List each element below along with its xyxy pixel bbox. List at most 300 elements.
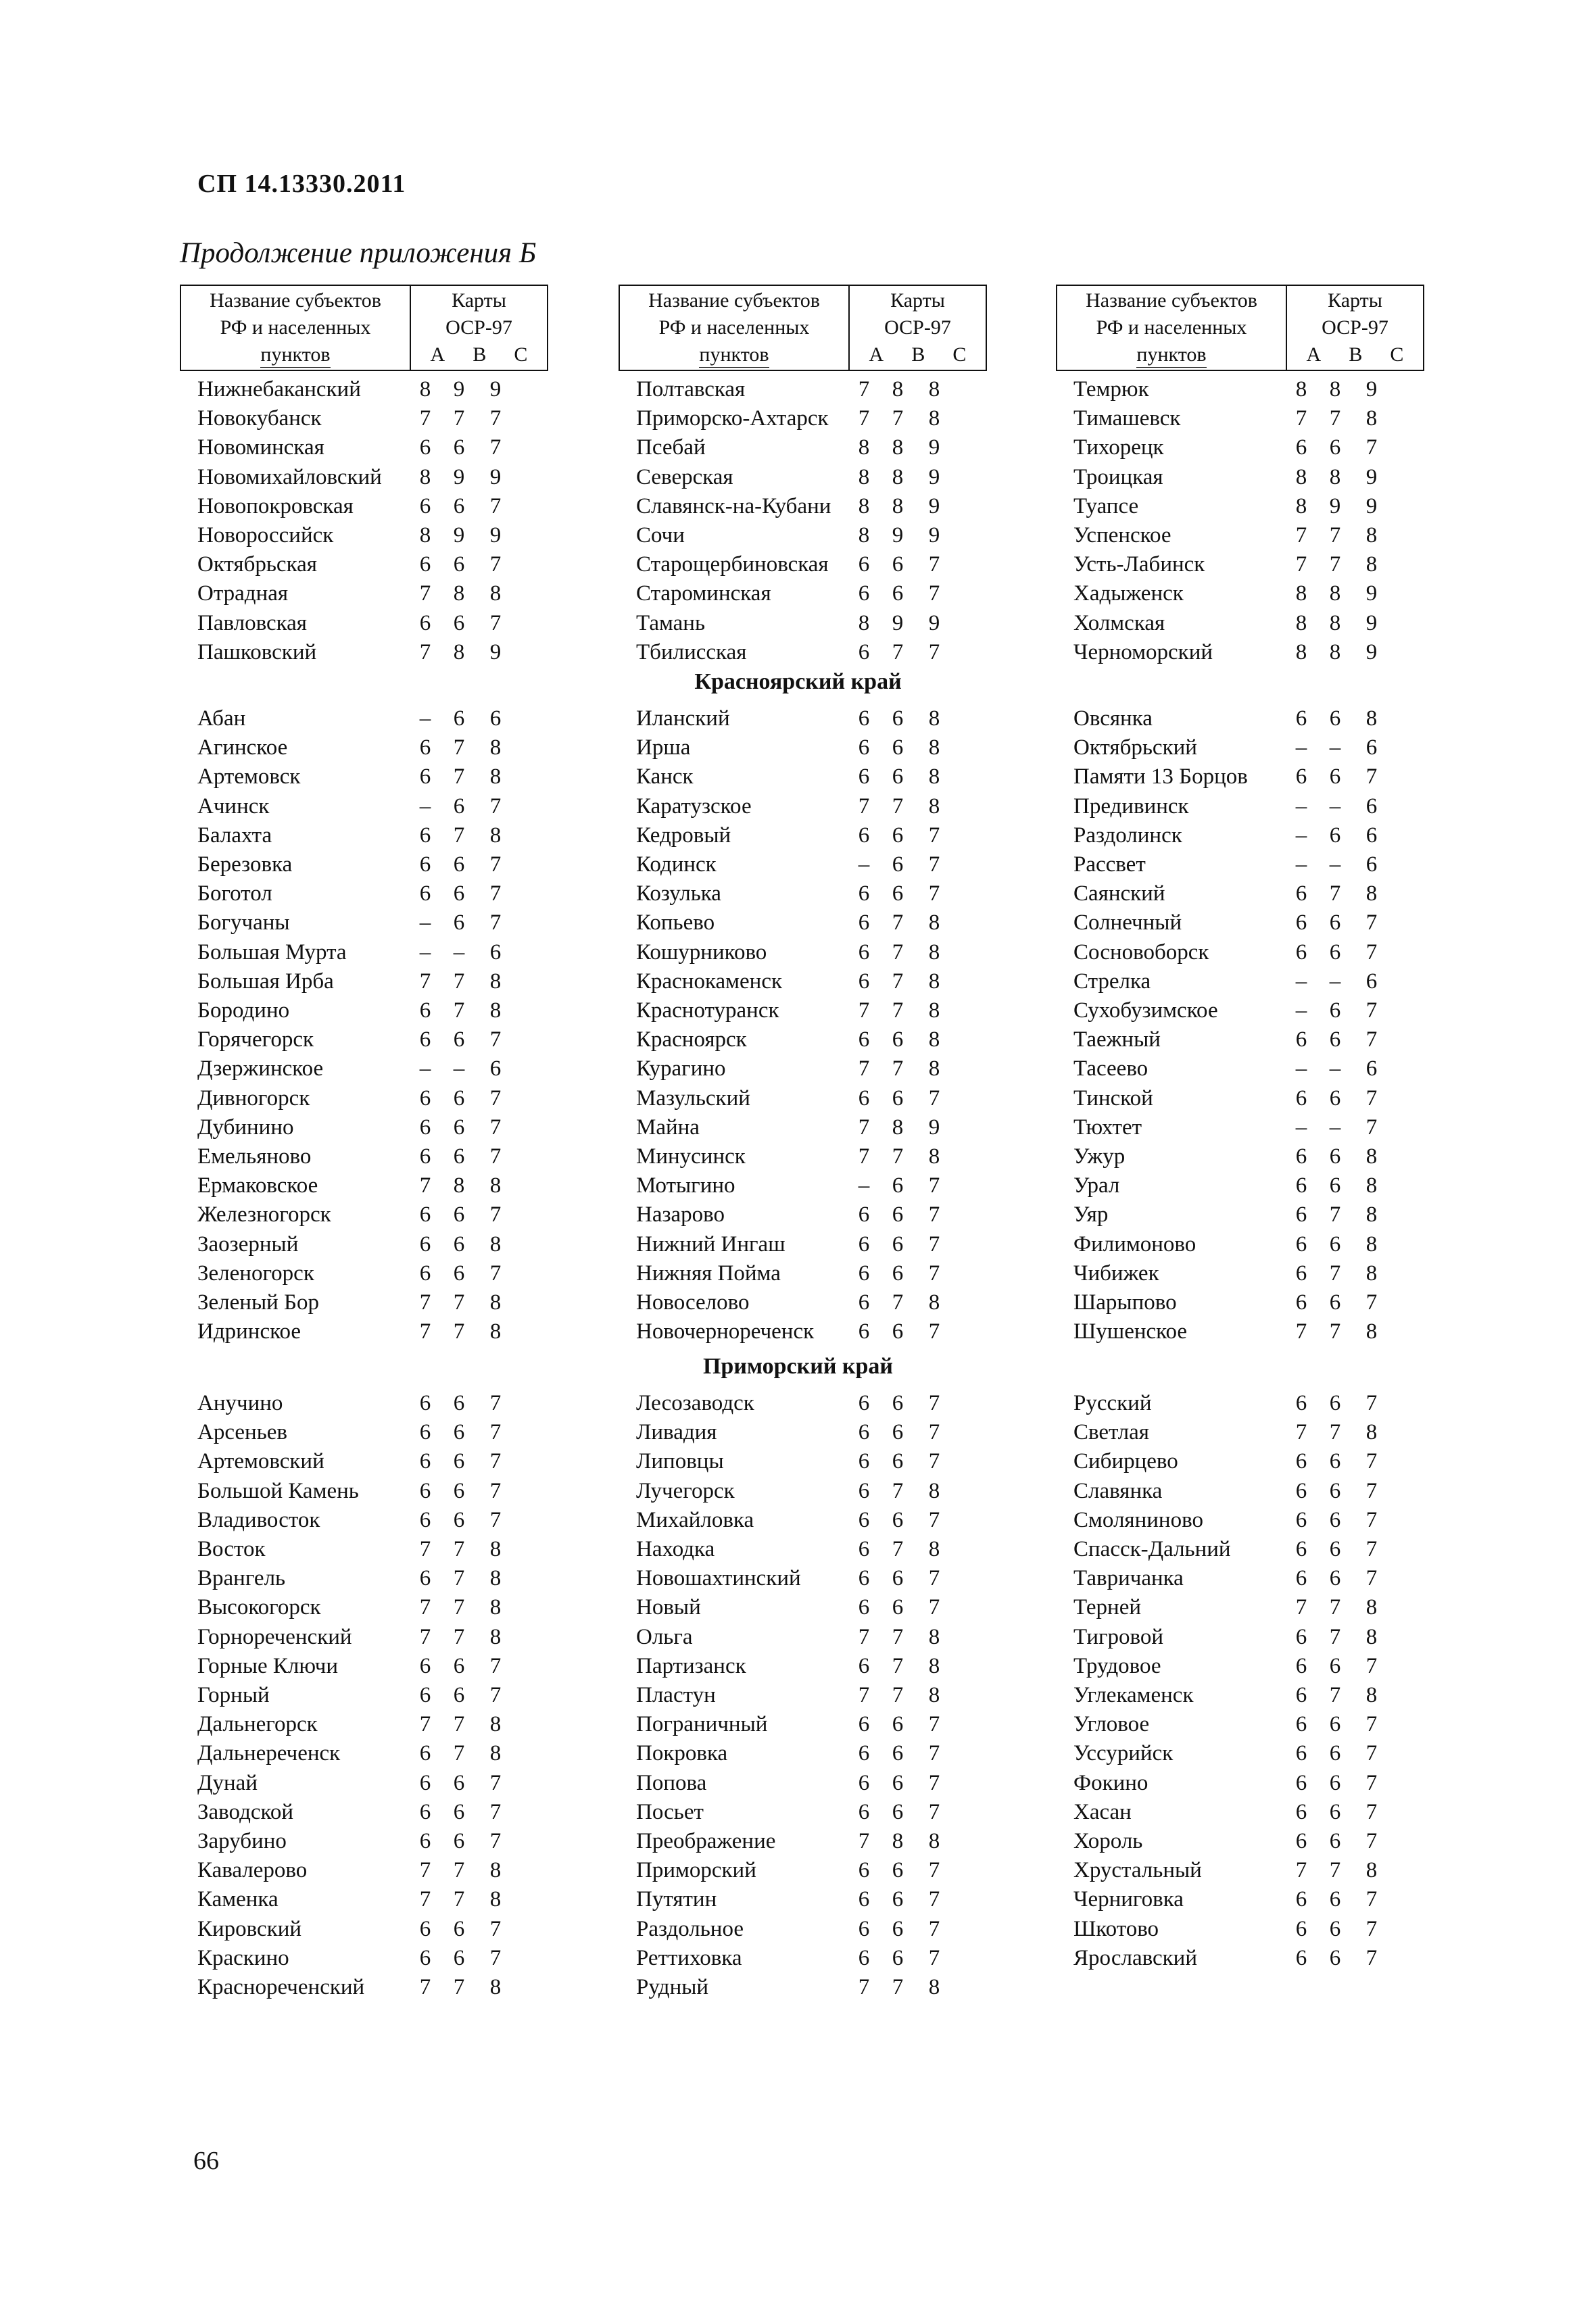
settlement-name: Минусинск (636, 1144, 746, 1169)
intensity-c: 7 (489, 610, 502, 635)
settlement-name: Высокогорск (197, 1595, 321, 1620)
settlement-name: Таежный (1073, 1027, 1161, 1052)
intensity-a: 6 (419, 1945, 431, 1970)
intensity-b: 7 (892, 1975, 904, 1999)
settlement-name: Емельяново (197, 1144, 312, 1169)
intensity-c: 8 (928, 1290, 940, 1315)
intensity-c: 7 (928, 552, 940, 577)
intensity-c: 8 (489, 998, 502, 1023)
intensity-c: 7 (928, 1232, 940, 1257)
intensity-b: 6 (1329, 1232, 1341, 1257)
intensity-b: 6 (453, 1945, 465, 1970)
intensity-c: 8 (928, 969, 940, 994)
settlement-name: Уяр (1073, 1202, 1109, 1227)
table-row (180, 1623, 548, 1652)
table-row (1056, 1593, 1424, 1622)
intensity-c: 8 (928, 1144, 940, 1169)
intensity-b: 6 (892, 1887, 904, 1912)
intensity-b: 8 (1329, 464, 1341, 489)
intensity-c: 7 (1365, 1027, 1378, 1052)
intensity-b: 6 (892, 1799, 904, 1824)
settlement-name: Михайловка (636, 1507, 754, 1532)
table-row (619, 1230, 987, 1259)
intensity-b: 6 (1329, 1507, 1341, 1532)
table-row (619, 1827, 987, 1856)
intensity-c: 9 (928, 464, 940, 489)
intensity-a: 7 (858, 406, 870, 431)
settlement-name: Лесозаводск (636, 1391, 754, 1415)
intensity-b: 6 (453, 1799, 465, 1824)
header-abc (850, 341, 986, 368)
intensity-c: 7 (928, 1887, 940, 1912)
intensity-a: 6 (1295, 1202, 1307, 1227)
settlement-name: Находка (636, 1537, 715, 1561)
intensity-c: 7 (489, 1478, 502, 1503)
intensity-a: 6 (858, 1391, 870, 1415)
table-row (619, 792, 987, 821)
intensity-a: 7 (419, 1319, 431, 1344)
intensity-a: 6 (858, 552, 870, 577)
intensity-a: 6 (858, 764, 870, 789)
intensity-c: 9 (1365, 639, 1378, 664)
intensity-b: 6 (453, 852, 465, 877)
intensity-b: 7 (1329, 1595, 1341, 1620)
table-row (619, 1113, 987, 1142)
table-row (180, 1564, 548, 1593)
intensity-c: 8 (928, 764, 940, 789)
table-row (180, 638, 548, 667)
settlement-name: Раздольное (636, 1916, 744, 1941)
intensity-c: 7 (1365, 1770, 1378, 1795)
intensity-a: 6 (858, 969, 870, 994)
intensity-a: 6 (419, 610, 431, 635)
intensity-a: 6 (1295, 1261, 1307, 1286)
intensity-c: 6 (1365, 735, 1378, 760)
header-map-letter: A (869, 343, 884, 366)
settlement-name: Пограничный (636, 1712, 768, 1737)
intensity-b: 6 (892, 706, 904, 731)
settlement-name: Рудный (636, 1975, 709, 1999)
intensity-b: 7 (892, 940, 904, 965)
table-row (1056, 1506, 1424, 1535)
intensity-b: 6 (453, 1653, 465, 1678)
intensity-c: 9 (1365, 464, 1378, 489)
settlement-name: Спасск-Дальний (1073, 1537, 1231, 1561)
intensity-a: 6 (858, 1770, 870, 1795)
table-row (619, 609, 987, 638)
intensity-a: 6 (858, 1027, 870, 1052)
table-row (180, 1171, 548, 1200)
intensity-a: 6 (419, 1799, 431, 1824)
intensity-a: 6 (419, 823, 431, 848)
intensity-a: 6 (858, 1261, 870, 1286)
header-maps-line: ОСР-97 (1322, 316, 1388, 339)
table-row (1056, 1230, 1424, 1259)
table-row (180, 1259, 548, 1288)
intensity-b: 9 (453, 523, 465, 547)
intensity-b: – (1329, 852, 1341, 877)
intensity-c: 7 (928, 1566, 940, 1591)
intensity-c: 7 (489, 1027, 502, 1052)
intensity-a: 6 (1295, 1916, 1307, 1941)
intensity-a: 6 (1295, 1712, 1307, 1737)
table-row (1056, 1317, 1424, 1346)
intensity-c: 7 (489, 1770, 502, 1795)
settlement-name: Сочи (636, 523, 685, 547)
table-row (1056, 579, 1424, 608)
table-row (619, 579, 987, 608)
header-name-line: РФ и населенных (1096, 316, 1247, 339)
header-name-line: Название субъектов (1086, 289, 1257, 312)
table-row (180, 850, 548, 879)
table-row (1056, 1477, 1424, 1506)
intensity-b: 7 (1329, 1683, 1341, 1707)
intensity-c: 7 (489, 1086, 502, 1111)
settlement-name: Краснокаменск (636, 969, 783, 994)
intensity-b: 8 (1329, 581, 1341, 606)
appendix-subtitle: Продолжение приложения Б (180, 237, 537, 269)
intensity-b: 8 (1329, 610, 1341, 635)
intensity-c: 8 (1365, 523, 1378, 547)
table-row (619, 1769, 987, 1798)
settlement-name: Ачинск (197, 794, 270, 819)
intensity-a: 6 (419, 1653, 431, 1678)
settlement-name: Урал (1073, 1173, 1120, 1198)
table-row (1056, 908, 1424, 937)
settlement-name: Тамань (636, 610, 705, 635)
intensity-a: 6 (858, 1449, 870, 1474)
intensity-b: 6 (892, 1261, 904, 1286)
intensity-a: – (858, 1173, 870, 1198)
settlement-name: Русский (1073, 1391, 1152, 1415)
table-row (180, 1915, 548, 1944)
intensity-a: 7 (419, 639, 431, 664)
header-maps-line: Карты (1328, 289, 1382, 312)
intensity-a: 8 (858, 464, 870, 489)
header-maps-cell (411, 286, 547, 371)
table-column-3 (1056, 285, 1424, 371)
intensity-b: 6 (1329, 998, 1341, 1023)
table-row (180, 1389, 548, 1418)
intensity-b: 6 (453, 1478, 465, 1503)
intensity-a: – (1295, 794, 1307, 819)
intensity-c: 7 (1365, 1653, 1378, 1678)
intensity-a: 8 (858, 610, 870, 635)
header-name-line: пунктов (1136, 343, 1206, 368)
table-row (180, 550, 548, 579)
intensity-b: 7 (453, 1537, 465, 1561)
intensity-c: 8 (1365, 1683, 1378, 1707)
intensity-c: 8 (928, 998, 940, 1023)
settlement-name: Березовка (197, 852, 293, 877)
intensity-c: 7 (928, 1449, 940, 1474)
intensity-b: 7 (453, 1975, 465, 1999)
intensity-a: 6 (1295, 910, 1307, 935)
intensity-c: 6 (1365, 823, 1378, 848)
settlement-name: Усть-Лабинск (1073, 552, 1205, 577)
intensity-a: 7 (858, 377, 870, 401)
settlement-name: Черниговка (1073, 1887, 1184, 1912)
intensity-b: 8 (892, 1115, 904, 1140)
table-row (180, 579, 548, 608)
intensity-b: 7 (453, 406, 465, 431)
table-row (1056, 704, 1424, 733)
table-row (1056, 1769, 1424, 1798)
header-map-letter: C (952, 343, 967, 366)
intensity-c: 9 (489, 377, 502, 401)
settlement-name: Арсеньев (197, 1420, 287, 1445)
table-row (180, 1447, 548, 1476)
intensity-b: 6 (892, 1566, 904, 1591)
intensity-c: 8 (928, 735, 940, 760)
intensity-c: 8 (489, 1975, 502, 1999)
header-maps-cell (1287, 286, 1423, 371)
header-name-line: пунктов (260, 343, 330, 368)
intensity-a: – (858, 852, 870, 877)
intensity-b: 6 (892, 1202, 904, 1227)
settlement-name: Попова (636, 1770, 707, 1795)
settlement-name: Реттиховка (636, 1945, 742, 1970)
settlement-name: Хрустальный (1073, 1858, 1202, 1883)
settlement-name: Балахта (197, 823, 272, 848)
intensity-b: 6 (453, 552, 465, 577)
settlement-name: Кавалерово (197, 1858, 308, 1883)
intensity-c: 8 (489, 1887, 502, 1912)
table-row (180, 762, 548, 791)
intensity-a: 6 (419, 1770, 431, 1795)
intensity-a: 6 (1295, 1887, 1307, 1912)
intensity-b: 6 (453, 435, 465, 460)
intensity-a: 6 (1295, 1144, 1307, 1169)
settlement-name: Темрюк (1073, 377, 1149, 401)
intensity-c: 7 (1365, 1478, 1378, 1503)
intensity-a: 7 (419, 1595, 431, 1620)
intensity-b: 6 (1329, 1478, 1341, 1503)
settlement-name: Саянский (1073, 881, 1165, 906)
settlement-name: Агинское (197, 735, 288, 760)
intensity-c: 7 (489, 852, 502, 877)
settlement-name: Большая Ирба (197, 969, 334, 994)
intensity-c: 8 (489, 969, 502, 994)
table-row (1056, 996, 1424, 1025)
intensity-b: 6 (892, 1420, 904, 1445)
intensity-c: 8 (1365, 1173, 1378, 1198)
intensity-b: 6 (453, 1770, 465, 1795)
table-row (619, 1477, 987, 1506)
table-row (619, 404, 987, 433)
table-row (180, 375, 548, 404)
settlement-name: Отрадная (197, 581, 289, 606)
table-row (1056, 967, 1424, 996)
table-row (180, 1681, 548, 1710)
intensity-b: 6 (1329, 435, 1341, 460)
intensity-a: – (1295, 735, 1307, 760)
intensity-c: 8 (489, 735, 502, 760)
intensity-c: 7 (928, 1741, 940, 1766)
settlement-name: Краснореченский (197, 1975, 365, 1999)
intensity-a: 6 (858, 910, 870, 935)
intensity-c: 8 (928, 1624, 940, 1649)
intensity-a: – (1295, 1115, 1307, 1140)
intensity-b: 8 (892, 435, 904, 460)
settlement-name: Дивногорск (197, 1086, 310, 1111)
settlement-name: Кодинск (636, 852, 717, 877)
intensity-a: 6 (419, 1027, 431, 1052)
intensity-b: 7 (892, 1537, 904, 1561)
intensity-c: 8 (1365, 1420, 1378, 1445)
intensity-b: 7 (1329, 1420, 1341, 1445)
table-row (619, 492, 987, 521)
table-row (1056, 762, 1424, 791)
settlement-name: Угловое (1073, 1712, 1150, 1737)
intensity-b: 8 (1329, 377, 1341, 401)
intensity-a: 6 (858, 1290, 870, 1315)
intensity-c: 7 (489, 552, 502, 577)
intensity-b: 6 (892, 1916, 904, 1941)
intensity-a: 6 (419, 1449, 431, 1474)
intensity-b: 7 (1329, 1858, 1341, 1883)
intensity-a: 7 (858, 1624, 870, 1649)
settlement-name: Чибижек (1073, 1261, 1159, 1286)
intensity-b: 6 (1329, 1173, 1341, 1198)
table-row (619, 1885, 987, 1914)
settlement-name: Ярославский (1073, 1945, 1197, 1970)
settlement-name: Шушенское (1073, 1319, 1188, 1344)
intensity-a: 6 (1295, 1173, 1307, 1198)
settlement-name: Липовцы (636, 1449, 724, 1474)
intensity-c: 8 (489, 764, 502, 789)
intensity-a: 6 (419, 998, 431, 1023)
intensity-a: 6 (858, 1712, 870, 1737)
intensity-a: 7 (858, 1144, 870, 1169)
intensity-a: 6 (858, 1507, 870, 1532)
intensity-a: 6 (1295, 1770, 1307, 1795)
table-row (1056, 1418, 1424, 1447)
table-row (180, 967, 548, 996)
table-row (1056, 404, 1424, 433)
settlement-name: Славянск-на-Кубани (636, 493, 831, 518)
settlement-name: Хадыженск (1073, 581, 1184, 606)
table-row (619, 1171, 987, 1200)
header-maps-line: ОСР-97 (884, 316, 951, 339)
table-row (180, 1025, 548, 1054)
intensity-c: 8 (928, 1683, 940, 1707)
intensity-b: 6 (1329, 1741, 1341, 1766)
intensity-c: 7 (489, 435, 502, 460)
settlement-name: Новомихайловский (197, 464, 382, 489)
table-row (619, 967, 987, 996)
intensity-c: 6 (1365, 1056, 1378, 1081)
table-row (619, 1025, 987, 1054)
table-row (180, 1317, 548, 1346)
intensity-c: 8 (489, 1624, 502, 1649)
intensity-c: 7 (928, 1712, 940, 1737)
table-row (1056, 1944, 1424, 1973)
intensity-c: 8 (489, 823, 502, 848)
settlement-name: Владивосток (197, 1507, 320, 1532)
intensity-c: 7 (489, 881, 502, 906)
intensity-c: 8 (1365, 881, 1378, 906)
intensity-b: 6 (1329, 910, 1341, 935)
table-row (619, 1710, 987, 1739)
intensity-a: 8 (419, 523, 431, 547)
header-abc (1287, 341, 1423, 368)
intensity-a: 7 (419, 1975, 431, 1999)
table-row (619, 938, 987, 967)
header-abc (411, 341, 547, 368)
table-row (619, 1142, 987, 1171)
settlement-name: Уссурийск (1073, 1741, 1174, 1766)
table-row (180, 879, 548, 908)
table-row (619, 1200, 987, 1229)
settlement-name: Ужур (1073, 1144, 1126, 1169)
header-map-letter: B (473, 343, 487, 366)
intensity-c: 7 (1365, 1829, 1378, 1853)
intensity-a: 6 (858, 735, 870, 760)
intensity-a: 8 (858, 435, 870, 460)
intensity-a: 6 (858, 1478, 870, 1503)
intensity-b: 6 (892, 1712, 904, 1737)
intensity-b: 6 (1329, 1449, 1341, 1474)
intensity-a: 6 (419, 1916, 431, 1941)
table-row (180, 1535, 548, 1564)
intensity-b: 6 (453, 1261, 465, 1286)
intensity-b: 7 (1329, 1202, 1341, 1227)
intensity-b: 7 (1329, 881, 1341, 906)
table-row (619, 433, 987, 462)
intensity-b: 7 (892, 1056, 904, 1081)
settlement-name: Тихорецк (1073, 435, 1164, 460)
intensity-a: 6 (419, 1232, 431, 1257)
intensity-b: 7 (453, 1741, 465, 1766)
intensity-c: 7 (489, 1683, 502, 1707)
table-row (180, 1593, 548, 1622)
intensity-a: 6 (1295, 1478, 1307, 1503)
header-map-letter: A (1306, 343, 1322, 366)
intensity-c: 8 (928, 794, 940, 819)
table-row (1056, 1113, 1424, 1142)
table-row (180, 1944, 548, 1973)
intensity-c: 7 (1365, 1712, 1378, 1737)
table-row (1056, 1288, 1424, 1317)
intensity-c: 8 (489, 1290, 502, 1315)
intensity-a: 6 (1295, 1537, 1307, 1561)
intensity-a: 8 (1295, 610, 1307, 635)
table-row (180, 733, 548, 762)
settlement-name: Псебай (636, 435, 706, 460)
intensity-b: 7 (453, 764, 465, 789)
intensity-c: 8 (489, 1741, 502, 1766)
table-row (619, 1084, 987, 1113)
intensity-c: 9 (489, 639, 502, 664)
table-row (1056, 1827, 1424, 1856)
intensity-b: 6 (1329, 940, 1341, 965)
intensity-b: 6 (453, 881, 465, 906)
intensity-b: 6 (892, 1319, 904, 1344)
intensity-a: 6 (858, 1858, 870, 1883)
settlement-name: Нижняя Пойма (636, 1261, 781, 1286)
table-row (619, 1593, 987, 1622)
settlement-name: Горный (197, 1683, 270, 1707)
intensity-a: 6 (858, 639, 870, 664)
settlement-name: Черноморский (1073, 639, 1213, 664)
region-heading: Красноярский край (694, 669, 902, 694)
table-row (1056, 550, 1424, 579)
table-row (619, 1681, 987, 1710)
table-row (1056, 1447, 1424, 1476)
settlement-name: Мазульский (636, 1086, 750, 1111)
intensity-c: 8 (1365, 1144, 1378, 1169)
